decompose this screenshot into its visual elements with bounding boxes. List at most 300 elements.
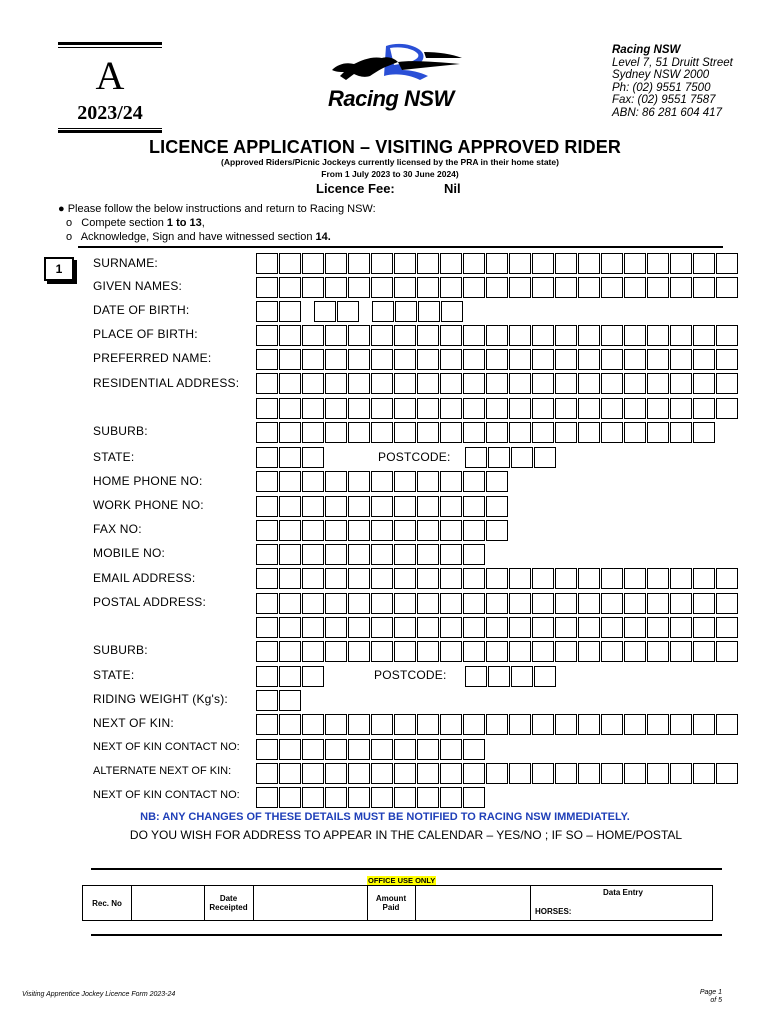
char-box[interactable] (440, 520, 462, 541)
char-box[interactable] (256, 398, 278, 419)
char-box[interactable] (348, 714, 370, 735)
char-box[interactable] (348, 568, 370, 589)
char-box[interactable] (486, 714, 508, 735)
char-box[interactable] (601, 277, 623, 298)
char-box[interactable] (532, 617, 554, 638)
char-box[interactable] (302, 520, 324, 541)
char-box[interactable] (555, 349, 577, 370)
char-box[interactable] (279, 544, 301, 565)
char-box[interactable] (394, 763, 416, 784)
char-box[interactable] (325, 398, 347, 419)
char-box[interactable] (440, 544, 462, 565)
char-box[interactable] (601, 398, 623, 419)
char-box[interactable] (371, 422, 393, 443)
char-box[interactable] (486, 277, 508, 298)
char-box[interactable] (325, 739, 347, 760)
char-box[interactable] (693, 422, 715, 443)
char-box[interactable] (463, 277, 485, 298)
char-box[interactable] (279, 253, 301, 274)
postcode-input[interactable] (465, 447, 557, 468)
char-box[interactable] (279, 301, 301, 322)
char-box[interactable] (371, 714, 393, 735)
char-box[interactable] (325, 544, 347, 565)
char-box[interactable] (716, 398, 738, 419)
char-box[interactable] (279, 787, 301, 808)
char-box[interactable] (670, 714, 692, 735)
state-input[interactable] (256, 447, 325, 468)
char-box[interactable] (693, 277, 715, 298)
char-box[interactable] (601, 349, 623, 370)
char-box[interactable] (348, 641, 370, 662)
char-box[interactable] (647, 714, 669, 735)
char-box[interactable] (325, 349, 347, 370)
char-box[interactable] (578, 617, 600, 638)
char-box[interactable] (417, 714, 439, 735)
char-box[interactable] (417, 277, 439, 298)
char-box[interactable] (534, 447, 556, 468)
char-box[interactable] (532, 568, 554, 589)
char-box[interactable] (417, 422, 439, 443)
char-box[interactable] (463, 373, 485, 394)
char-box[interactable] (256, 301, 278, 322)
char-box[interactable] (601, 714, 623, 735)
char-box[interactable] (463, 325, 485, 346)
surname-input[interactable] (256, 253, 739, 274)
char-box[interactable] (532, 593, 554, 614)
char-box[interactable] (670, 763, 692, 784)
char-box[interactable] (716, 277, 738, 298)
char-box[interactable] (555, 373, 577, 394)
char-box[interactable] (532, 422, 554, 443)
char-box[interactable] (371, 520, 393, 541)
char-box[interactable] (532, 325, 554, 346)
char-box[interactable] (279, 349, 301, 370)
char-box[interactable] (578, 714, 600, 735)
char-box[interactable] (647, 763, 669, 784)
char-box[interactable] (624, 277, 646, 298)
char-box[interactable] (693, 253, 715, 274)
char-box[interactable] (463, 471, 485, 492)
char-box[interactable] (256, 496, 278, 517)
char-box[interactable] (417, 544, 439, 565)
char-box[interactable] (348, 349, 370, 370)
char-box[interactable] (371, 739, 393, 760)
char-box[interactable] (371, 471, 393, 492)
char-box[interactable] (256, 471, 278, 492)
char-box[interactable] (486, 520, 508, 541)
char-box[interactable] (601, 422, 623, 443)
char-box[interactable] (348, 325, 370, 346)
char-box[interactable] (647, 373, 669, 394)
char-box[interactable] (394, 739, 416, 760)
char-box[interactable] (325, 593, 347, 614)
char-box[interactable] (256, 787, 278, 808)
char-box[interactable] (509, 714, 531, 735)
email-input[interactable] (256, 568, 739, 589)
char-box[interactable] (348, 593, 370, 614)
char-box[interactable] (371, 325, 393, 346)
char-box[interactable] (509, 641, 531, 662)
char-box[interactable] (532, 641, 554, 662)
char-box[interactable] (440, 471, 462, 492)
char-box[interactable] (624, 373, 646, 394)
char-box[interactable] (325, 496, 347, 517)
postal-address-input-line2[interactable] (256, 617, 739, 638)
char-box[interactable] (463, 568, 485, 589)
char-box[interactable] (716, 325, 738, 346)
char-box[interactable] (716, 568, 738, 589)
char-box[interactable] (578, 253, 600, 274)
char-box[interactable] (440, 593, 462, 614)
char-box[interactable] (601, 568, 623, 589)
fax-input[interactable] (256, 520, 509, 541)
char-box[interactable] (394, 253, 416, 274)
char-box[interactable] (647, 422, 669, 443)
char-box[interactable] (463, 739, 485, 760)
char-box[interactable] (647, 325, 669, 346)
char-box[interactable] (716, 641, 738, 662)
char-box[interactable] (555, 325, 577, 346)
char-box[interactable] (417, 593, 439, 614)
mobile-input[interactable] (256, 544, 486, 565)
char-box[interactable] (256, 617, 278, 638)
char-box[interactable] (555, 593, 577, 614)
char-box[interactable] (440, 325, 462, 346)
preferred-name-input[interactable] (256, 349, 739, 370)
char-box[interactable] (348, 373, 370, 394)
char-box[interactable] (670, 398, 692, 419)
char-box[interactable] (534, 666, 556, 687)
char-box[interactable] (417, 763, 439, 784)
char-box[interactable] (302, 714, 324, 735)
char-box[interactable] (256, 373, 278, 394)
char-box[interactable] (509, 568, 531, 589)
char-box[interactable] (532, 373, 554, 394)
place-of-birth-input[interactable] (256, 325, 739, 346)
char-box[interactable] (693, 398, 715, 419)
char-box[interactable] (256, 714, 278, 735)
char-box[interactable] (670, 568, 692, 589)
char-box[interactable] (394, 471, 416, 492)
char-box[interactable] (486, 496, 508, 517)
char-box[interactable] (417, 253, 439, 274)
char-box[interactable] (693, 373, 715, 394)
dob-month-input[interactable] (314, 301, 360, 322)
char-box[interactable] (279, 277, 301, 298)
char-box[interactable] (463, 253, 485, 274)
char-box[interactable] (417, 398, 439, 419)
char-box[interactable] (509, 593, 531, 614)
char-box[interactable] (532, 277, 554, 298)
char-box[interactable] (578, 641, 600, 662)
char-box[interactable] (509, 422, 531, 443)
char-box[interactable] (670, 325, 692, 346)
nok-contact-input[interactable] (256, 739, 486, 760)
char-box[interactable] (417, 641, 439, 662)
char-box[interactable] (314, 301, 336, 322)
char-box[interactable] (394, 373, 416, 394)
char-box[interactable] (302, 253, 324, 274)
char-box[interactable] (279, 690, 301, 711)
char-box[interactable] (325, 520, 347, 541)
char-box[interactable] (325, 253, 347, 274)
char-box[interactable] (325, 422, 347, 443)
char-box[interactable] (279, 398, 301, 419)
char-box[interactable] (601, 325, 623, 346)
char-box[interactable] (417, 787, 439, 808)
char-box[interactable] (372, 301, 394, 322)
char-box[interactable] (509, 349, 531, 370)
char-box[interactable] (624, 253, 646, 274)
char-box[interactable] (509, 373, 531, 394)
char-box[interactable] (371, 544, 393, 565)
char-box[interactable] (555, 641, 577, 662)
char-box[interactable] (395, 301, 417, 322)
char-box[interactable] (440, 617, 462, 638)
char-box[interactable] (279, 568, 301, 589)
char-box[interactable] (601, 617, 623, 638)
char-box[interactable] (325, 471, 347, 492)
char-box[interactable] (302, 496, 324, 517)
char-box[interactable] (256, 447, 278, 468)
char-box[interactable] (509, 617, 531, 638)
char-box[interactable] (716, 763, 738, 784)
postal-address-input-line1[interactable] (256, 593, 739, 614)
char-box[interactable] (371, 593, 393, 614)
char-box[interactable] (302, 763, 324, 784)
char-box[interactable] (394, 641, 416, 662)
char-box[interactable] (532, 398, 554, 419)
char-box[interactable] (348, 496, 370, 517)
char-box[interactable] (418, 301, 440, 322)
char-box[interactable] (302, 422, 324, 443)
char-box[interactable] (348, 277, 370, 298)
home-phone-input[interactable] (256, 471, 509, 492)
char-box[interactable] (256, 349, 278, 370)
char-box[interactable] (417, 739, 439, 760)
char-box[interactable] (279, 641, 301, 662)
riding-weight-input[interactable] (256, 690, 302, 711)
char-box[interactable] (279, 666, 301, 687)
char-box[interactable] (440, 253, 462, 274)
char-box[interactable] (440, 373, 462, 394)
char-box[interactable] (693, 763, 715, 784)
char-box[interactable] (325, 277, 347, 298)
suburb-input[interactable] (256, 422, 716, 443)
char-box[interactable] (511, 447, 533, 468)
char-box[interactable] (302, 666, 324, 687)
given-names-input[interactable] (256, 277, 739, 298)
char-box[interactable] (417, 568, 439, 589)
char-box[interactable] (279, 471, 301, 492)
char-box[interactable] (325, 763, 347, 784)
char-box[interactable] (463, 617, 485, 638)
char-box[interactable] (371, 763, 393, 784)
char-box[interactable] (555, 568, 577, 589)
char-box[interactable] (601, 641, 623, 662)
char-box[interactable] (394, 520, 416, 541)
char-box[interactable] (348, 422, 370, 443)
char-box[interactable] (463, 349, 485, 370)
char-box[interactable] (647, 593, 669, 614)
char-box[interactable] (279, 739, 301, 760)
char-box[interactable] (302, 544, 324, 565)
char-box[interactable] (325, 373, 347, 394)
char-box[interactable] (693, 641, 715, 662)
char-box[interactable] (302, 739, 324, 760)
char-box[interactable] (279, 447, 301, 468)
char-box[interactable] (440, 739, 462, 760)
char-box[interactable] (716, 373, 738, 394)
char-box[interactable] (555, 714, 577, 735)
char-box[interactable] (624, 763, 646, 784)
char-box[interactable] (371, 787, 393, 808)
char-box[interactable] (624, 641, 646, 662)
char-box[interactable] (670, 253, 692, 274)
char-box[interactable] (371, 373, 393, 394)
char-box[interactable] (463, 593, 485, 614)
char-box[interactable] (465, 447, 487, 468)
char-box[interactable] (463, 787, 485, 808)
char-box[interactable] (337, 301, 359, 322)
char-box[interactable] (624, 398, 646, 419)
char-box[interactable] (256, 739, 278, 760)
postal-postcode-input[interactable] (465, 666, 557, 687)
char-box[interactable] (486, 568, 508, 589)
char-box[interactable] (511, 666, 533, 687)
char-box[interactable] (394, 496, 416, 517)
char-box[interactable] (555, 617, 577, 638)
char-box[interactable] (440, 763, 462, 784)
char-box[interactable] (440, 496, 462, 517)
char-box[interactable] (647, 617, 669, 638)
char-box[interactable] (417, 617, 439, 638)
char-box[interactable] (417, 471, 439, 492)
char-box[interactable] (440, 277, 462, 298)
char-box[interactable] (532, 714, 554, 735)
char-box[interactable] (302, 349, 324, 370)
char-box[interactable] (647, 398, 669, 419)
next-of-kin-input[interactable] (256, 714, 739, 735)
char-box[interactable] (394, 422, 416, 443)
char-box[interactable] (693, 349, 715, 370)
char-box[interactable] (670, 641, 692, 662)
char-box[interactable] (624, 617, 646, 638)
char-box[interactable] (486, 422, 508, 443)
char-box[interactable] (256, 520, 278, 541)
char-box[interactable] (279, 325, 301, 346)
char-box[interactable] (509, 763, 531, 784)
char-box[interactable] (488, 447, 510, 468)
char-box[interactable] (624, 593, 646, 614)
char-box[interactable] (279, 763, 301, 784)
char-box[interactable] (417, 349, 439, 370)
residential-address-input-line2[interactable] (256, 398, 739, 419)
char-box[interactable] (394, 325, 416, 346)
char-box[interactable] (578, 398, 600, 419)
char-box[interactable] (440, 641, 462, 662)
char-box[interactable] (647, 568, 669, 589)
char-box[interactable] (578, 277, 600, 298)
char-box[interactable] (693, 325, 715, 346)
char-box[interactable] (440, 568, 462, 589)
char-box[interactable] (302, 617, 324, 638)
char-box[interactable] (578, 593, 600, 614)
char-box[interactable] (394, 544, 416, 565)
char-box[interactable] (302, 568, 324, 589)
char-box[interactable] (279, 593, 301, 614)
char-box[interactable] (601, 373, 623, 394)
char-box[interactable] (256, 544, 278, 565)
char-box[interactable] (256, 325, 278, 346)
char-box[interactable] (394, 568, 416, 589)
char-box[interactable] (670, 373, 692, 394)
char-box[interactable] (486, 593, 508, 614)
char-box[interactable] (716, 714, 738, 735)
char-box[interactable] (348, 544, 370, 565)
char-box[interactable] (348, 253, 370, 274)
char-box[interactable] (463, 496, 485, 517)
char-box[interactable] (302, 398, 324, 419)
char-box[interactable] (693, 617, 715, 638)
char-box[interactable] (302, 373, 324, 394)
char-box[interactable] (279, 617, 301, 638)
char-box[interactable] (394, 714, 416, 735)
char-box[interactable] (371, 496, 393, 517)
char-box[interactable] (578, 349, 600, 370)
char-box[interactable] (325, 325, 347, 346)
char-box[interactable] (555, 422, 577, 443)
char-box[interactable] (302, 593, 324, 614)
char-box[interactable] (463, 544, 485, 565)
char-box[interactable] (256, 690, 278, 711)
char-box[interactable] (441, 301, 463, 322)
char-box[interactable] (693, 593, 715, 614)
char-box[interactable] (279, 714, 301, 735)
char-box[interactable] (417, 496, 439, 517)
char-box[interactable] (440, 422, 462, 443)
char-box[interactable] (693, 568, 715, 589)
char-box[interactable] (256, 277, 278, 298)
alt-nok-contact-input[interactable] (256, 787, 486, 808)
char-box[interactable] (509, 277, 531, 298)
char-box[interactable] (348, 471, 370, 492)
char-box[interactable] (348, 520, 370, 541)
char-box[interactable] (417, 520, 439, 541)
char-box[interactable] (647, 253, 669, 274)
char-box[interactable] (325, 617, 347, 638)
char-box[interactable] (488, 666, 510, 687)
char-box[interactable] (256, 253, 278, 274)
char-box[interactable] (325, 714, 347, 735)
char-box[interactable] (486, 471, 508, 492)
char-box[interactable] (371, 641, 393, 662)
char-box[interactable] (486, 617, 508, 638)
char-box[interactable] (371, 349, 393, 370)
residential-address-input-line1[interactable] (256, 373, 739, 394)
char-box[interactable] (578, 422, 600, 443)
char-box[interactable] (394, 617, 416, 638)
dob-year-input[interactable] (372, 301, 464, 322)
char-box[interactable] (440, 787, 462, 808)
char-box[interactable] (256, 763, 278, 784)
char-box[interactable] (486, 763, 508, 784)
dob-day-input[interactable] (256, 301, 302, 322)
char-box[interactable] (394, 398, 416, 419)
char-box[interactable] (348, 617, 370, 638)
char-box[interactable] (555, 398, 577, 419)
char-box[interactable] (670, 422, 692, 443)
